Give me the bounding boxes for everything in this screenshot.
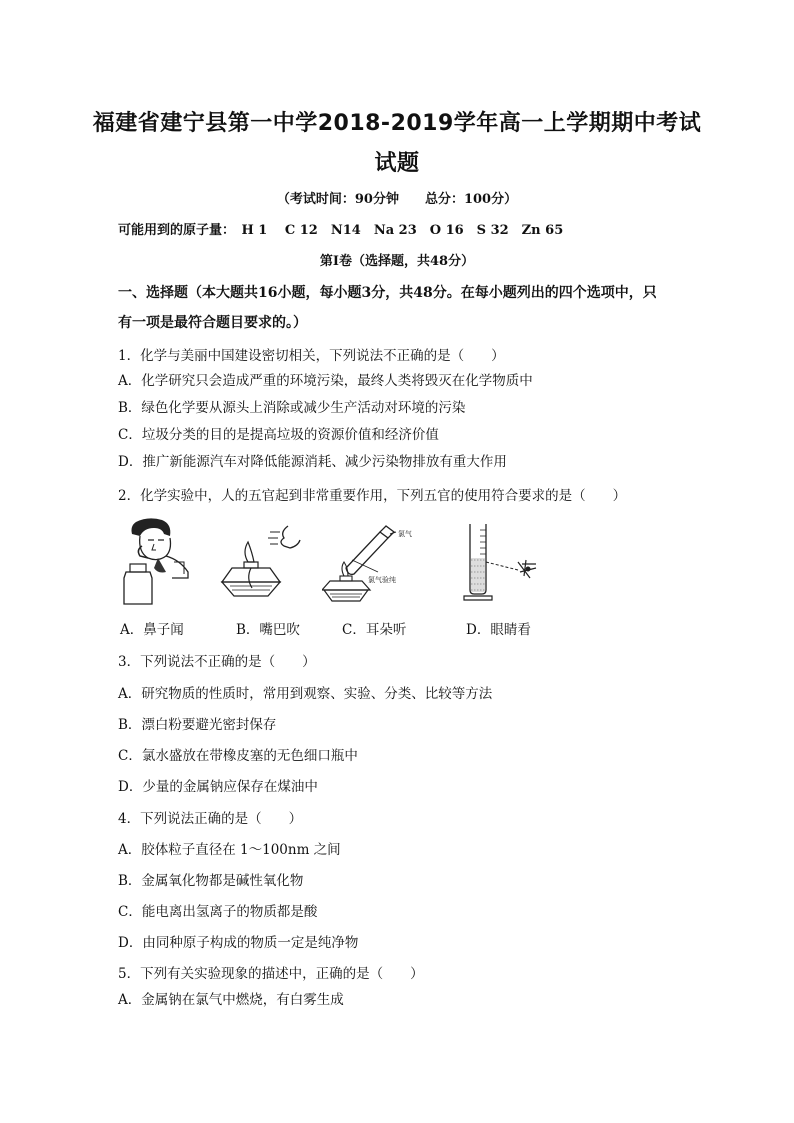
q4-stem: 4．下列说法正确的是（ ）	[118, 811, 303, 827]
q5-option-a: A．金属钠在氯气中燃烧，有白雾生成	[118, 992, 344, 1008]
q4-option-a: A．胶体粒子直径在 1～100nm 之间	[118, 842, 341, 858]
q2-option-b: B．嘴巴吹	[236, 622, 300, 638]
q1-option-b: B．绿色化学要从源头上消除或减少生产活动对环境的污染	[118, 400, 466, 416]
chlorine-label: 氯气	[398, 530, 412, 538]
q1-option-c: C．垃圾分类的目的是提高垃圾的资源价值和经济价值	[118, 427, 439, 443]
q2-option-a: A．鼻子闻	[120, 622, 184, 638]
q3-option-c: C．氯水盛放在带橡皮塞的无色细口瓶中	[118, 748, 358, 764]
q2-stem: 2．化学实验中，人的五官起到非常重要作用，下列五官的使用符合要求的是（ ）	[118, 488, 627, 504]
exam-info: （考试时间：90分钟 总分：100分）	[276, 192, 518, 207]
q1-stem: 1．化学与美丽中国建设密切相关，下列说法不正确的是（ ）	[118, 348, 505, 364]
section-intro-line1: 一、选择题（本大题共16小题，每小题3分，共48分。在每小题列出的四个选项中，只	[118, 285, 657, 301]
q2-option-d: D．眼睛看	[466, 622, 531, 638]
q5-stem: 5．下列有关实验现象的描述中，正确的是（ ）	[118, 966, 424, 982]
q3-option-d: D．少量的金属钠应保存在煤油中	[118, 779, 318, 795]
q3-option-b: B．漂白粉要避光密封保存	[118, 717, 277, 733]
atomic-masses: 可能用到的原子量： H 1 C 12 N14 Na 23 O 16 S 32 Zn 65	[118, 223, 564, 238]
q1-option-d: D．推广新能源汽车对降低能源消耗、减少污染物排放有重大作用	[118, 454, 507, 470]
chlorine-purity-label: 氯气验纯	[368, 576, 396, 584]
q3-stem: 3．下列说法不正确的是（ ）	[118, 654, 316, 670]
q1-option-a: A．化学研究只会造成严重的环境污染，最终人类将毁灭在化学物质中	[118, 373, 533, 389]
smelling-bottle-figure	[118, 516, 192, 608]
section-intro-line2: 有一项是最符合题目要求的。）	[118, 315, 307, 331]
blowing-lamp-figure	[218, 522, 304, 602]
q4-option-c: C．能电离出氢离子的物质都是酸	[118, 904, 318, 920]
chlorine-test-tube-figure	[322, 524, 432, 604]
q3-option-a: A．研究物质的性质时，常用到观察、实验、分类、比较等方法	[118, 686, 493, 702]
q4-option-d: D．由同种原子构成的物质一定是纯净物	[118, 935, 359, 951]
graduated-cylinder-figure	[456, 522, 548, 602]
q2-option-c: C．耳朵听	[342, 622, 407, 638]
part-title: 第Ⅰ卷（选择题，共48分）	[319, 254, 475, 269]
exam-title-line2: 试题	[374, 151, 420, 176]
exam-title-line1: 福建省建宁县第一中学2018-2019学年高一上学期期中考试	[92, 111, 702, 136]
q4-option-b: B．金属氧化物都是碱性氧化物	[118, 873, 304, 889]
